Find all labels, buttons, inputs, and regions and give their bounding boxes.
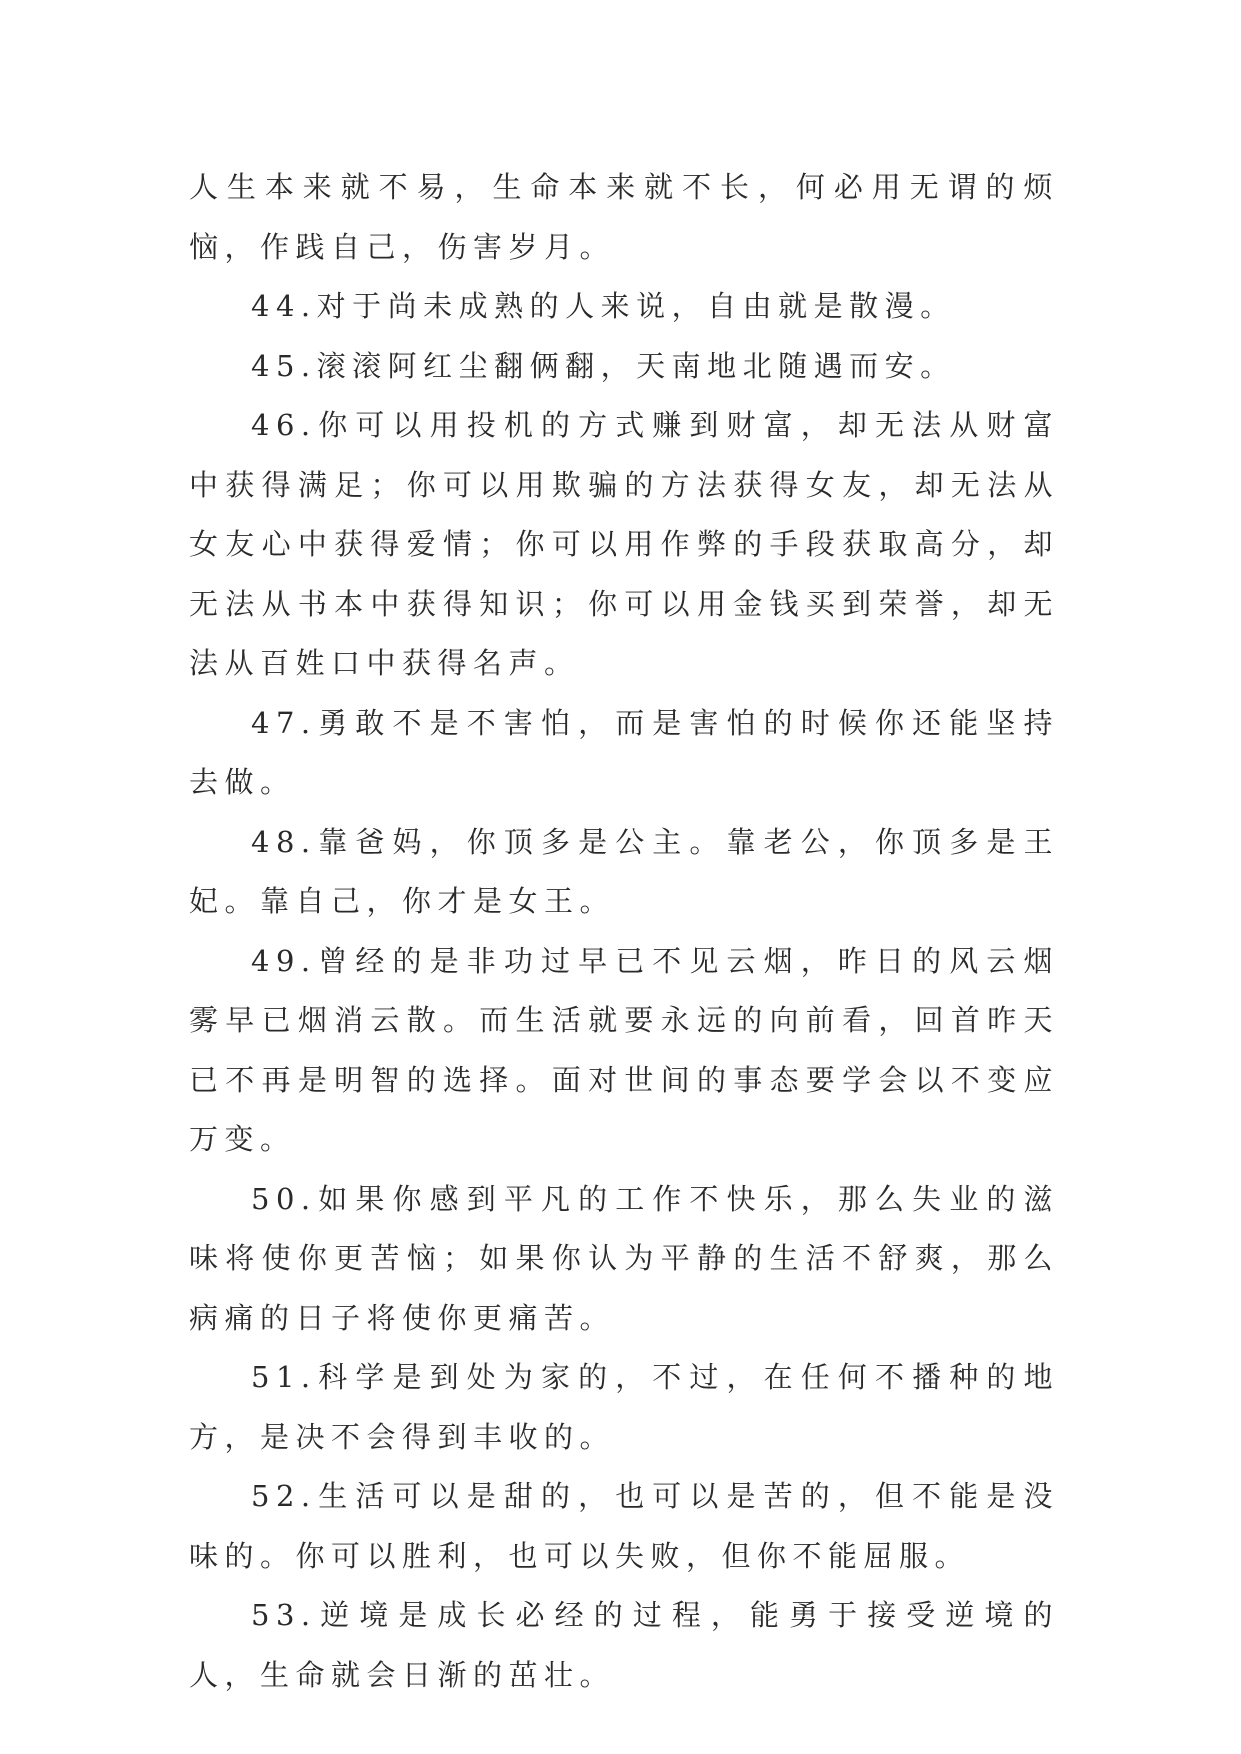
quote-item-48: 48.靠爸妈，你顶多是公主。靠老公，你顶多是王妃。靠自己，你才是女王。 bbox=[189, 824, 1059, 918]
quote-item-50: 50.如果你感到平凡的工作不快乐，那么失业的滋味将使你更苦恼；如果你认为平静的生活不舒爽，那么病痛的日子将使你更痛苦。 bbox=[189, 1181, 1059, 1335]
quote-item-49: 49.曾经的是非功过早已不见云烟，昨日的风云烟雾早已烟消云散。而生活就要永远的向前看，回首昨天已不再是明智的选择。面对世间的事态要学会以不变应万变。 bbox=[189, 943, 1059, 1156]
quote-item-45: 45.滚滚阿红尘翻俩翻，天南地北随遇而安。 bbox=[251, 348, 956, 383]
quote-item-53: 53.逆境是成长必经的过程，能勇于接受逆境的人，生命就会日渐的茁壮。 bbox=[189, 1598, 1059, 1692]
quote-item-47: 47.勇敢不是不害怕，而是害怕的时候你还能坚持去做。 bbox=[189, 705, 1059, 799]
quote-item-46: 46.你可以用投机的方式赚到财富，却无法从财富中获得满足；你可以用欺骗的方法获得女友，却无法从女友心中获得爱情；你可以用作弊的手段获取高分，却无法从书本中获得知识；你可以用金钱买到荣誉，却无法从百姓口中获得名声。 bbox=[189, 408, 1059, 680]
quote-item-44: 44.对于尚未成熟的人来说，自由就是散漫。 bbox=[251, 289, 956, 323]
quote-item-51: 51.科学是到处为家的，不过，在任何不播种的地方，是决不会得到丰收的。 bbox=[189, 1360, 1059, 1454]
quote-item-52: 52.生活可以是甜的，也可以是苦的，但不能是没味的。你可以胜利，也可以失败，但你不能屈服。 bbox=[189, 1479, 1059, 1573]
paragraph-continuation: 人生本来就不易，生命本来就不长，何必用无谓的烦恼，作践自己，伤害岁月。 bbox=[189, 170, 1059, 264]
document-body bbox=[189, 158, 1059, 1705]
